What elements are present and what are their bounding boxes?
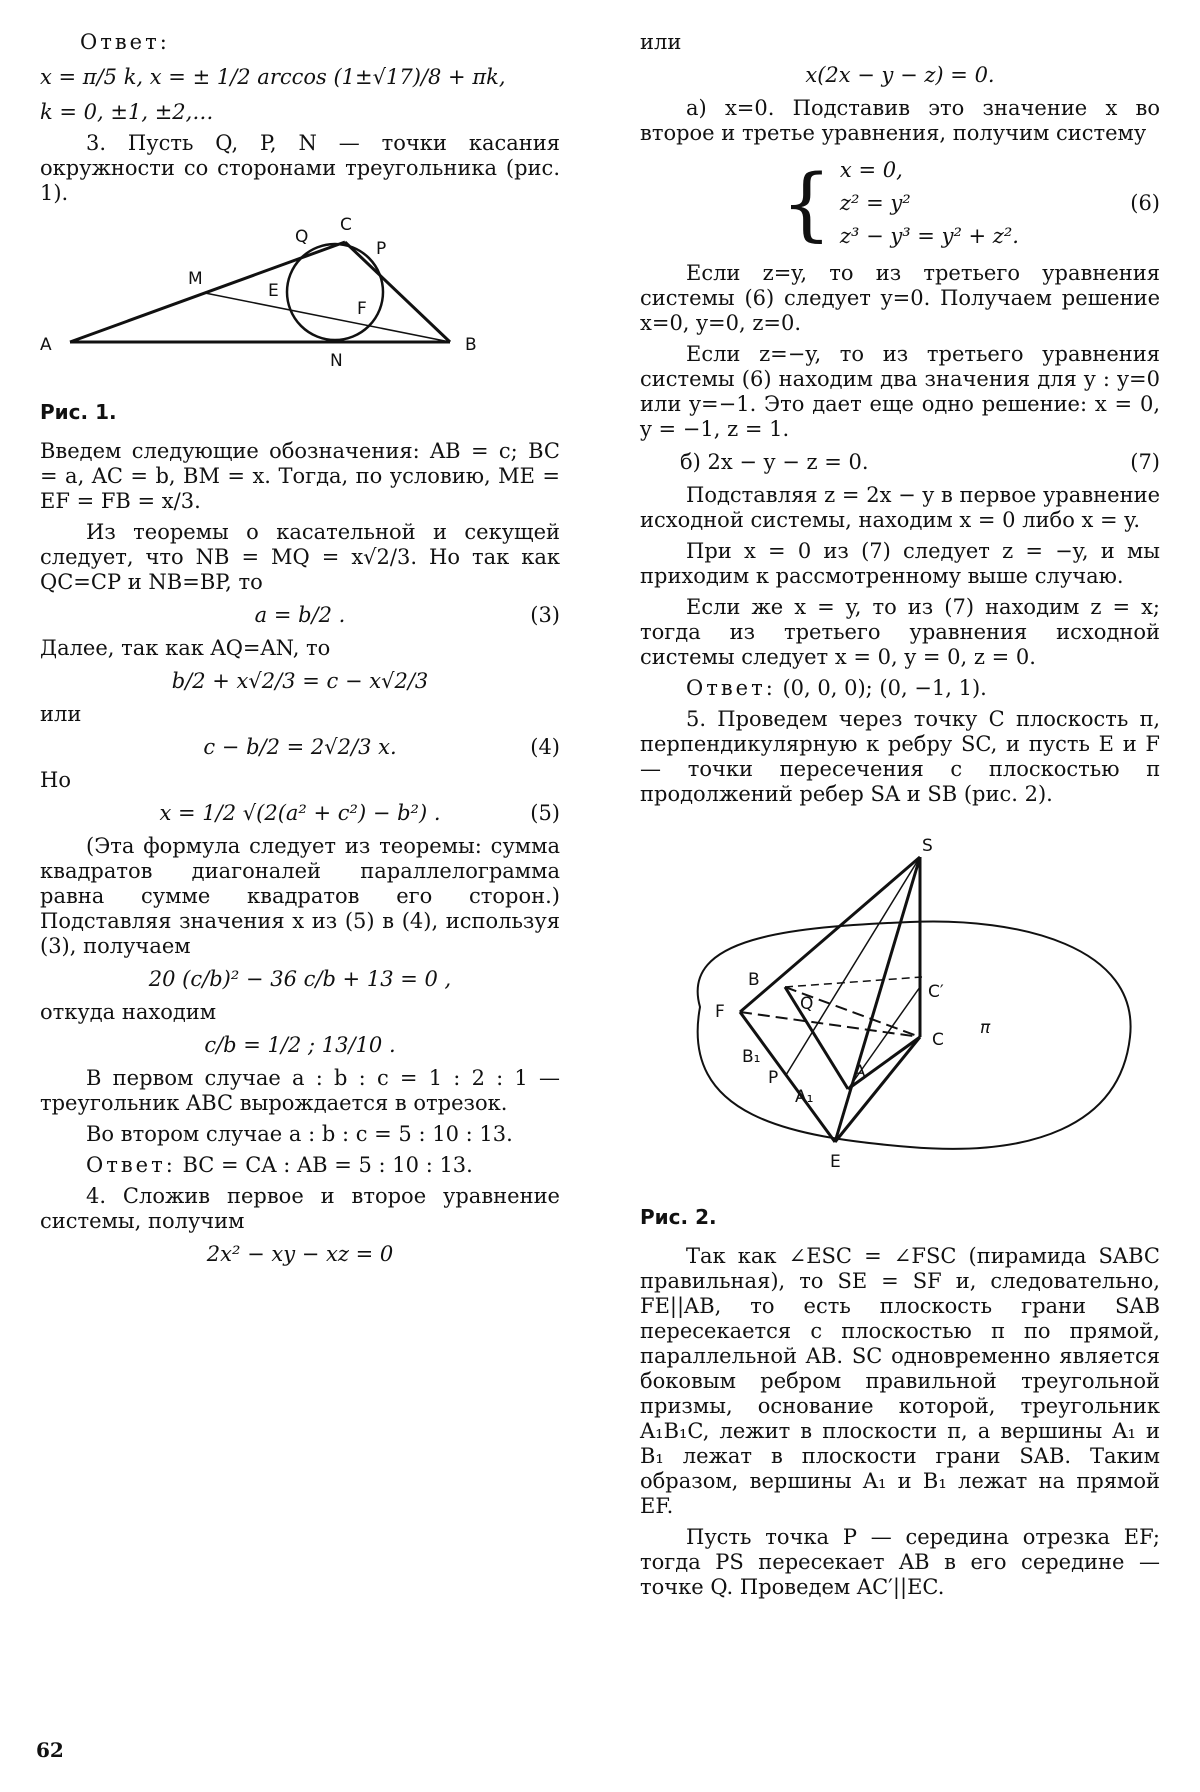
system-6	[640, 154, 1160, 253]
paragraph: (Эта формула следует из теоремы: сумма квадратов диагоналей параллелограмма равна сумме квадратов его сторон.) Подставляя значения x из (5) в (4), используя (3), получаем	[40, 834, 560, 958]
equation-7-number: (7)	[1130, 450, 1160, 474]
paragraph: Если z=−y, то из третьего уравнения системы (6) находим два значения для y : y=0 или y=−1. Это дает еще одно решение: x = 0, y = −1, z = 1.	[640, 342, 1160, 441]
paragraph: откуда находим	[40, 1000, 217, 1024]
paragraph: Далее, так как AQ=AN, то	[40, 636, 331, 660]
paragraph: Если же x = y, то из (7) находим z = x; тогда из третьего уравнения исходной системы следует x = 0, y = 0, z = 0.	[640, 595, 1160, 669]
edge-fe	[740, 1012, 835, 1142]
equation-7	[640, 450, 1160, 475]
label-q: Q	[800, 994, 814, 1014]
label-p: P	[768, 1068, 779, 1088]
edge-se	[835, 857, 920, 1142]
label-b: B	[748, 970, 760, 990]
label-e: E	[830, 1152, 841, 1172]
equation-ratio: c/b = 1/2 ; 13/10 .	[204, 1033, 396, 1057]
right-column	[640, 30, 1160, 1606]
paragraph: а) x=0. Подставив это значение x во второе и третье уравнения, получим систему	[640, 96, 1160, 145]
answer-label: Ответ:	[80, 30, 170, 54]
figure-2	[640, 837, 1160, 1197]
figure-1	[40, 212, 560, 392]
label-e: E	[268, 281, 279, 301]
figure-2-caption: Рис. 2.	[640, 1205, 717, 1229]
equation-3-body: a = b/2 .	[254, 603, 346, 627]
line-bc1	[785, 977, 922, 987]
paragraph: Введем следующие обозначения: AB = c; BC = a, AC = b, BM = x. Тогда, по условию, ME = EF = FB = x/3.	[40, 439, 560, 513]
paragraph: Пусть точка P — середина отрезка EF; тогда PS пересекает AB в его середине — точке Q. Проведем AC′||EC.	[640, 1525, 1160, 1599]
equation-5	[40, 801, 560, 826]
paragraph: Из теоремы о касательной и секущей следует, что NB = MQ = x√2/3. Но так как QC=CP и NB=BP, то	[40, 520, 560, 594]
equation-3	[40, 603, 560, 628]
equation-4-body: c − b/2 = 2√2/3 x.	[203, 735, 397, 759]
system-line: z² = y²	[839, 191, 911, 215]
system-6-lines	[840, 154, 1019, 253]
label-a: A	[40, 335, 52, 355]
page-number: 62	[36, 1738, 64, 1762]
side-cb	[345, 242, 450, 342]
answer-3-text: BC = CA : AB = 5 : 10 : 13.	[182, 1153, 473, 1177]
segment-mb	[205, 293, 450, 342]
equation-5-number: (5)	[530, 801, 560, 825]
brace: {	[781, 156, 832, 250]
edge-ba	[785, 987, 848, 1089]
line-ps	[786, 857, 920, 1075]
equation-3-number: (3)	[530, 603, 560, 627]
label-m: M	[188, 269, 203, 289]
incircle	[287, 244, 383, 340]
paragraph: Если z=y, то из третьего уравнения системы (6) следует y=0. Получаем решение x=0, y=0, z=0.	[640, 261, 1160, 335]
label-a1: A₁	[795, 1087, 814, 1107]
paragraph: 4. Сложив первое и второе уравнение системы, получим	[40, 1184, 560, 1233]
word-ili: или	[40, 702, 82, 726]
system-6-number: (6)	[1130, 191, 1160, 215]
answer-4-text: (0, 0, 0); (0, −1, 1).	[782, 676, 987, 700]
word-ili: или	[640, 30, 682, 54]
equation-quadratic: 20 (c/b)² − 36 c/b + 13 = 0 ,	[148, 967, 452, 991]
figure-1-caption: Рис. 1.	[40, 400, 117, 424]
label-a: A	[854, 1062, 866, 1082]
label-f: F	[715, 1002, 725, 1022]
edge-sf	[740, 857, 920, 1012]
system-line: x = 0,	[839, 158, 903, 182]
word-no: Но	[40, 768, 71, 792]
equation-sum: 2x² − xy − xz = 0	[206, 1242, 394, 1266]
label-b1: B₁	[742, 1047, 761, 1067]
answer-formula-k: k = 0, ±1, ±2,…	[40, 100, 214, 124]
equation-4	[40, 735, 560, 760]
equation-7-body: б) 2x − y − z = 0.	[680, 450, 869, 474]
label-q: Q	[295, 227, 309, 247]
paragraph: При x = 0 из (7) следует z = −y, и мы приходим к рассмотренному выше случаю.	[640, 539, 1160, 588]
label-s: S	[922, 837, 933, 856]
left-column	[40, 30, 560, 1275]
paragraph: Так как ∠ESC = ∠FSC (пирамида SABC правильная), то SE = SF и, следовательно, FE||AB, то есть плоскость грани SAB пересекается с плоскостью π по прямой, параллельной AB. SC одновременно является боковым ребром правильной треугольной призмы, основание которой, треугольник A₁B₁C, лежит в плоскости π, а вершины A₁ и B₁ лежат в плоскости грани SAB. Таким образом, вершины A₁ и B₁ лежат на прямой EF.	[640, 1244, 1160, 1518]
equation-factor: x(2x − y − z) = 0.	[805, 63, 995, 87]
label-c: C	[340, 215, 352, 235]
answer-4	[640, 676, 1160, 701]
equation-aq-an: b/2 + x√2/3 = c − x√2/3	[171, 669, 429, 693]
paragraph: Во втором случае a : b : c = 5 : 10 : 13.	[86, 1122, 513, 1146]
answer-3-label: Ответ:	[86, 1153, 176, 1177]
paragraph: Подставляя z = 2x − y в первое уравнение исходной системы, находим x = 0 либо x = y.	[640, 483, 1160, 532]
paragraph: В первом случае a : b : c = 1 : 2 : 1 — треугольник ABC вырождается в отрезок.	[40, 1066, 560, 1115]
label-f: F	[357, 299, 367, 319]
answer-3	[40, 1153, 560, 1178]
system-line: z³ − y³ = y² + z².	[839, 224, 1019, 248]
label-n: N	[330, 351, 343, 371]
label-c1: C′	[928, 982, 944, 1002]
equation-5-body: x = 1/2 √(2(a² + c²) − b²) .	[159, 801, 441, 825]
answer-formula: x = π/5 k, x = ± 1/2 arccos (1±√17)/8 + πk,	[40, 65, 506, 89]
answer-4-label: Ответ:	[686, 676, 776, 700]
paragraph: 3. Пусть Q, P, N — точки касания окружности со сторонами треугольника (рис. 1).	[40, 131, 560, 205]
label-p: P	[376, 239, 387, 259]
label-pi: π	[980, 1018, 991, 1038]
paragraph: 5. Проведем через точку C плоскость π, перпендикулярную к ребру SC, и пусть E и F — точки пересечения с плоскостью π продолжений ребер SA и SB (рис. 2).	[640, 707, 1160, 806]
equation-4-number: (4)	[530, 735, 560, 759]
label-c: C	[932, 1030, 944, 1050]
edge-ec	[835, 1037, 920, 1142]
label-b: B	[465, 335, 477, 355]
